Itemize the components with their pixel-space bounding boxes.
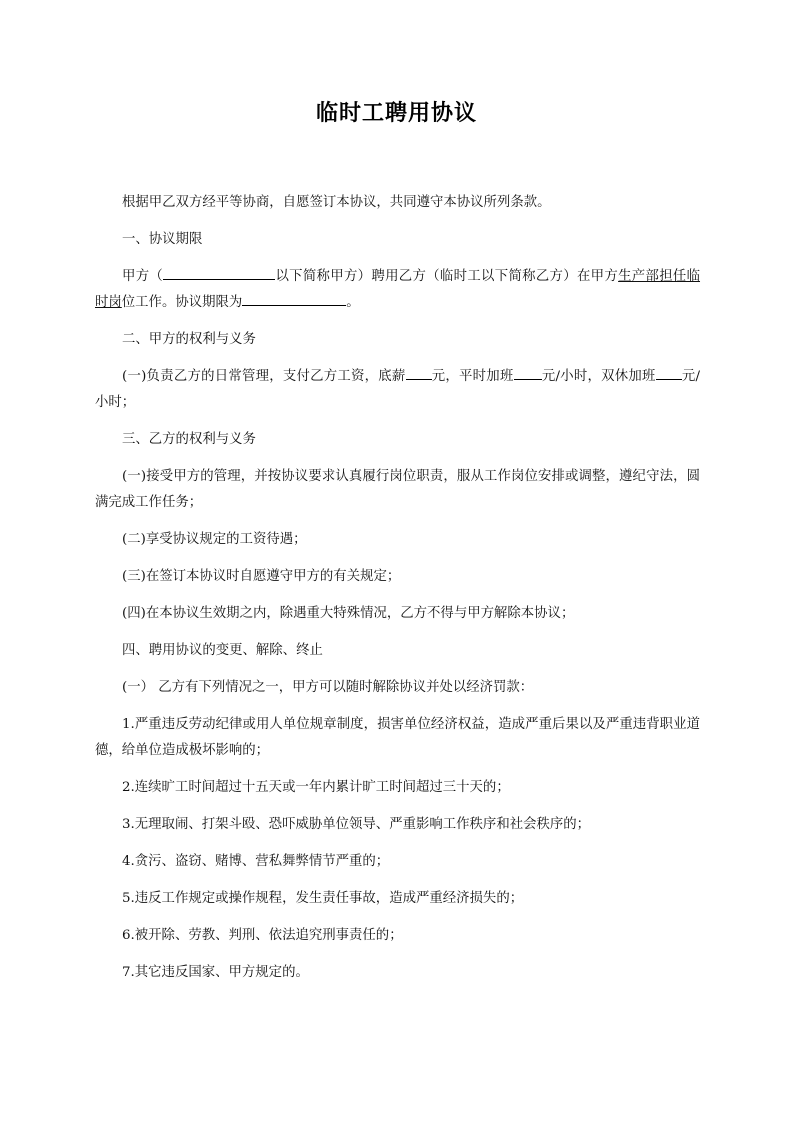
department-position-text: 生产部担任临时岗	[95, 269, 701, 310]
section-3-item: (二)享受协议规定的工资待遇；	[122, 532, 307, 547]
weekday-overtime-blank[interactable]	[514, 364, 542, 380]
employment-text: 以下简称甲方）聘用乙方（临时工以下简称乙方）在甲方	[275, 269, 619, 284]
section-4-subheading: (一） 乙方有下列情况之一，甲方可以随时解除协议并处以经济罚款：	[122, 680, 534, 695]
section-4-item: 5.违反工作规定或操作规程，发生责任事故，造成严重经济损失的；	[122, 891, 524, 906]
base-salary-blank[interactable]	[406, 364, 432, 380]
term-end-punct: 。	[346, 295, 360, 310]
weekend-overtime-blank[interactable]	[656, 364, 682, 380]
section-4-item: 7.其它违反国家、甲方规定的。	[122, 965, 309, 980]
agreement-term-blank[interactable]	[242, 290, 346, 306]
section-4-heading: 四、聘用协议的变更、解除、终止	[122, 643, 323, 658]
party-a-name-blank[interactable]	[163, 264, 275, 280]
section-2-paragraph	[95, 364, 700, 416]
term-label: 位工作。协议期限为	[121, 295, 243, 310]
section-4-item: 1.严重违反劳动纪律或用人单位规章制度，损害单位经济权益，造成严重后果以及严重违背职业道德，给单位造成极坏影响的；	[95, 717, 700, 758]
section-3-heading: 三、乙方的权利与义务	[122, 432, 256, 447]
intro-paragraph: 根据甲乙双方经平等协商，自愿签订本协议，共同遵守本协议所列条款。	[122, 195, 551, 210]
weekend-overtime-text: 元/小时，双休加班	[541, 369, 656, 384]
section-3-item: (四)在本协议生效期之内，除遇重大特殊情况，乙方不得与甲方解除本协议；	[122, 606, 575, 621]
salary-text: (一)负责乙方的日常管理，支付乙方工资，底薪	[122, 369, 406, 384]
section-4-item: 6.被开除、劳教、判刑、依法追究刑事责任的；	[122, 928, 403, 943]
section-1-heading: 一、协议期限	[122, 232, 203, 247]
hourly-unit-text: 元/小时；	[95, 369, 701, 410]
weekday-overtime-text: 元，平时加班	[431, 369, 514, 384]
section-3-item: (三)在签订本协议时自愿遵守甲方的有关规定；	[122, 569, 401, 584]
section-2-heading: 二、甲方的权利与义务	[122, 332, 256, 347]
section-4-item: 4.贪污、盗窃、赌博、营私舞弊情节严重的；	[122, 854, 390, 869]
document-title: 临时工聘用协议	[315, 101, 477, 126]
document-body	[95, 190, 700, 997]
section-1-paragraph	[95, 264, 700, 316]
party-a-label: 甲方（	[122, 269, 164, 284]
section-3-item: (一)接受甲方的管理，并按协议要求认真履行岗位职责，服从工作岗位安排或调整，遵纪守法，圆满完成工作任务；	[95, 469, 700, 510]
section-4-item: 2.连续旷工时间超过十五天或一年内累计旷工时间超过三十天的；	[122, 780, 510, 795]
section-4-item: 3.无理取闹、打架斗殴、恐吓威胁单位领导、严重影响工作秩序和社会秩序的；	[122, 817, 591, 832]
